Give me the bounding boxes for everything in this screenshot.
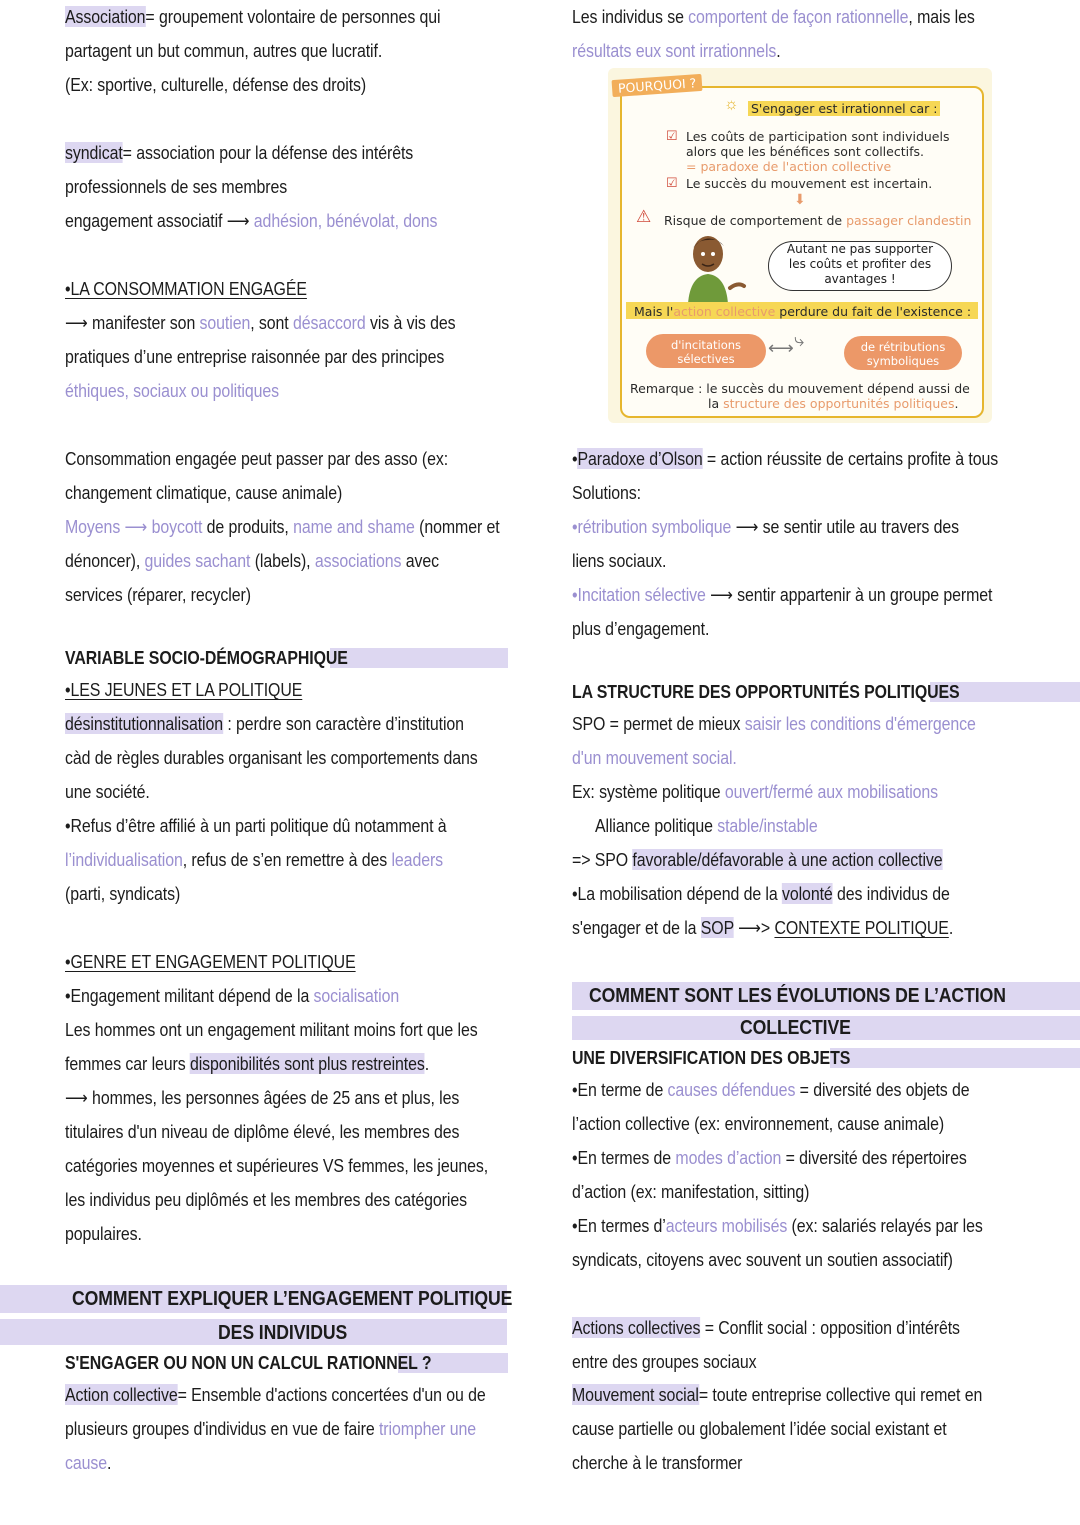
text-line: Ex: système politique ouvert/fermé aux mobilisations <box>572 781 939 802</box>
section-heading: S'ENGAGER OU NON UN CALCUL RATIONNEL ? <box>65 1352 432 1373</box>
info-title: S'engager est irrationnel car : <box>748 101 940 116</box>
text-line: d'un mouvement social. <box>572 747 737 768</box>
person-illustration <box>678 232 748 304</box>
text-line: les individus peu diplômés et les membres des catégories <box>65 1189 467 1210</box>
pill-retributions: de rétributions symboliques <box>844 336 962 370</box>
text-line: catégories moyennes et supérieures VS femmes, les jeunes, <box>65 1155 489 1176</box>
text-line: syndicat= association pour la défense des intérêts <box>65 142 414 163</box>
text-line: Association= groupement volontaire de personnes qui <box>65 6 441 27</box>
speech-bubble: Autant ne pas supporter les coûts et profiter des avantages ! <box>768 241 952 291</box>
warning-icon: ⚠ <box>636 207 652 226</box>
text-line: Alliance politique stable/instable <box>595 815 818 836</box>
info-text: = paradoxe de l'action collective <box>686 159 892 174</box>
text-line: dénoncer), guides sachant (labels), associations avec <box>65 550 439 571</box>
heading-band <box>830 1048 1080 1068</box>
checkbox-icon: ☑ <box>666 175 678 190</box>
text-line: populaires. <box>65 1223 142 1244</box>
section-heading: •LA CONSOMMATION ENGAGÉE <box>65 278 307 299</box>
text-line: cause partielle ou globalement l’idée social existant et <box>572 1418 947 1439</box>
lightbulb-icon: ☼ <box>724 96 739 113</box>
text-line: •Incitation sélective ⟶ sentir appartenir à un groupe permet <box>572 584 993 605</box>
text-line: femmes car leurs disponibilités sont plus restreintes. <box>65 1053 430 1074</box>
text-line: changement climatique, cause animale) <box>65 482 343 503</box>
text-line: Consommation engagée peut passer par des asso (ex: <box>65 448 449 469</box>
section-title: COMMENT SONT LES ÉVOLUTIONS DE L’ACTION <box>589 984 1006 1007</box>
info-text: Risque de comportement de passager clandestin <box>664 213 972 228</box>
info-text: alors que les bénéfices sont collectifs. <box>686 144 924 159</box>
text-line: SPO = permet de mieux saisir les conditions d'émergence <box>572 713 976 734</box>
pill-incitations: d'incitations sélectives <box>646 334 766 368</box>
section-title: DES INDIVIDUS <box>218 1321 348 1344</box>
text-line: Action collective= Ensemble d'actions concertées d'un ou de <box>65 1384 486 1405</box>
text-line: engagement associatif ⟶ adhésion, bénévolat, dons <box>65 210 438 231</box>
text-line: •En termes d’acteurs mobilisés (ex: salariés relayés par les <box>572 1215 983 1236</box>
text-line: l’individualisation, refus de s’en remettre à des leaders <box>65 849 444 870</box>
double-arrow-icon: ⟷ <box>768 338 794 358</box>
text-line: services (réparer, recycler) <box>65 584 251 605</box>
text-line: s'engager et de la SOP ⟶> CONTEXTE POLITIQUE. <box>572 917 954 938</box>
text-line: partagent un but commun, autres que lucratif. <box>65 40 383 61</box>
info-text: Le succès du mouvement est incertain. <box>686 176 933 191</box>
pourquoi-tag: POURQUOI ? <box>612 74 703 97</box>
text-line: cause. <box>65 1452 112 1473</box>
text-line: (Ex: sportive, culturelle, défense des droits) <box>65 74 367 95</box>
text-line: •Paradoxe d’Olson = action réussite de certains profite à tous <box>572 448 999 469</box>
text-line: professionnels de ses membres <box>65 176 288 197</box>
text-line: ⟶ hommes, les personnes âgées de 25 ans et plus, les <box>65 1087 460 1108</box>
section-heading: •LES JEUNES ET LA POLITIQUE <box>65 679 303 700</box>
text-line: plusieurs groupes d'individus en vue de faire triompher une <box>65 1418 476 1439</box>
section-heading: LA STRUCTURE DES OPPORTUNITÉS POLITIQUES <box>572 681 960 702</box>
text-line: éthiques, sociaux ou politiques <box>65 380 280 401</box>
info-text: Les coûts de participation sont individuels <box>686 129 950 144</box>
info-remark: Remarque : le succès du mouvement dépend aussi de <box>630 381 970 396</box>
text-line: l’action collective (ex: environnement, cause animale) <box>572 1113 945 1134</box>
info-remark: la structure des opportunités politiques. <box>708 396 959 411</box>
text-line: pratiques d’une entreprise raisonnée par des principes <box>65 346 445 367</box>
text-line: liens sociaux. <box>572 550 667 571</box>
text-line: Les hommes ont un engagement militant moins fort que les <box>65 1019 478 1040</box>
info-text: Mais l'action collective perdure du fait de l'existence : <box>634 304 972 319</box>
text-line: une société. <box>65 781 150 802</box>
section-heading: •GENRE ET ENGAGEMENT POLITIQUE <box>65 951 356 972</box>
text-line: Solutions: <box>572 482 642 503</box>
text-line: Les individus se comportent de façon rationnelle, mais les <box>572 6 975 27</box>
text-line: •Engagement militant dépend de la socialisation <box>65 985 400 1006</box>
text-line: •Refus d’être affilié à un parti politique dû notamment à <box>65 815 447 836</box>
text-line: résultats eux sont irrationnels. <box>572 40 781 61</box>
text-line: càd de règles durables organisant les comportements dans <box>65 747 478 768</box>
branch-arrow-icon: ⤷ <box>794 330 805 350</box>
section-title: COLLECTIVE <box>740 1016 851 1039</box>
heading-band <box>330 648 508 668</box>
text-line: d’action (ex: manifestation, sitting) <box>572 1181 810 1202</box>
text-line: •rétribution symbolique ⟶ se sentir utile au travers des <box>572 516 960 537</box>
text-line: syndicats, citoyens avec souvent un soutien associatif) <box>572 1249 953 1270</box>
text-line: Moyens ⟶ boycott de produits, name and shame (nommer et <box>65 516 500 537</box>
text-line: •La mobilisation dépend de la volonté des individus de <box>572 883 950 904</box>
text-line: entre des groupes sociaux <box>572 1351 757 1372</box>
text-line: Actions collectives = Conflit social : opposition d’intérêts <box>572 1317 960 1338</box>
text-line: •En terme de causes défendues = diversité des objets de <box>572 1079 970 1100</box>
text-line: ⟶ manifester son soutien, sont désaccord vis à vis des <box>65 312 456 333</box>
infographic-pourquoi <box>608 68 992 423</box>
text-line: •En termes de modes d’action = diversité des répertoires <box>572 1147 967 1168</box>
text-line: titulaires d'un niveau de diplôme élevé, les membres des <box>65 1121 460 1142</box>
section-title: COMMENT EXPLIQUER L’ENGAGEMENT POLITIQUE <box>72 1287 513 1310</box>
text-line: (parti, syndicats) <box>65 883 181 904</box>
text-line: désinstitutionnalisation : perdre son caractère d’institution <box>65 713 464 734</box>
section-heading: UNE DIVERSIFICATION DES OBJETS <box>572 1047 851 1068</box>
text-line: => SPO favorable/défavorable à une action collective <box>572 849 943 870</box>
text-line: plus d’engagement. <box>572 618 710 639</box>
checkbox-icon: ☑ <box>666 128 678 143</box>
section-heading: VARIABLE SOCIO-DÉMOGRAPHIQUE <box>65 647 348 668</box>
text-line: cherche à le transformer <box>572 1452 743 1473</box>
arrow-down-icon: ⬇ <box>794 191 806 207</box>
text-line: Mouvement social= toute entreprise collective qui remet en <box>572 1384 983 1405</box>
